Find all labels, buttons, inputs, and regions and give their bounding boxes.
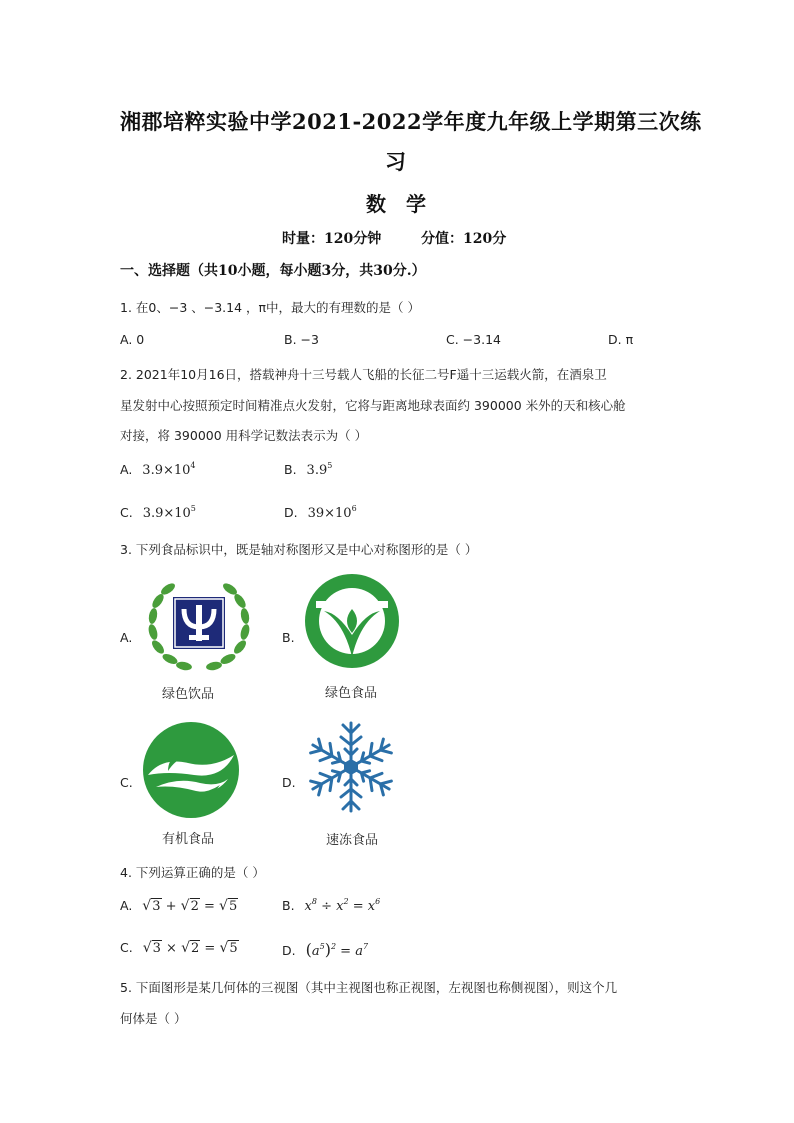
question-4-stem: 4. 下列运算正确的是（ ）	[120, 865, 265, 880]
q3-caption-c: 有机食品	[162, 832, 215, 847]
q3-caption-a: 绿色饮品	[162, 687, 215, 702]
exam-time: 时量：120分钟	[282, 231, 382, 247]
page-title-line2: 习	[385, 149, 407, 174]
q4-option-a[interactable]: A. √3 + √2 = √5	[120, 898, 238, 914]
q1-option-b[interactable]: B. −3	[284, 332, 319, 347]
q4-option-d[interactable]: D. $(a^5)^2 = a^7$	[282, 940, 369, 959]
question-1-stem: 1. 在0、−3 、−3.14 ，π中，最大的有理数的是（ ）	[120, 300, 421, 315]
q3-caption-b: 绿色食品	[325, 686, 378, 701]
subject-title: 数学	[366, 192, 446, 216]
question-2-line1: 2. 2021年10月16日，搭载神舟十三号载人飞船的长征二号F遥十三运载火箭，在酒泉卫	[120, 367, 607, 382]
q3-option-a-label[interactable]: A.	[120, 630, 133, 645]
question-5-line2: 何体是（ ）	[120, 1011, 187, 1026]
question-2-line2: 星发射中心按照预定时间精准点火发射，它将与距离地球表面约 390000 米外的天和核心舱	[120, 398, 626, 413]
q2-option-a[interactable]: A. $3.9\times 10^4$	[120, 461, 196, 478]
q4-option-b-expression: $x^8 \div x^2 = x^6$	[304, 897, 381, 914]
q1-option-a[interactable]: A. 0	[120, 332, 145, 347]
q4-option-c[interactable]: C. √3 × √2 = √5	[120, 940, 238, 956]
q4-option-c-expression: √3 × √2 = √5	[142, 940, 238, 956]
question-3-stem: 3. 下列食品标识中，既是轴对称图形又是中心对称图形的是（ ）	[120, 542, 478, 557]
page-title-line1: 湘郡培粹实验中学2021-2022学年度九年级上学期第三次练	[120, 109, 702, 134]
green-food-logo-icon	[304, 573, 400, 669]
question-2-line3: 对接，将 390000 用科学记数法表示为（ ）	[120, 428, 368, 443]
q2-option-b[interactable]: B. $3.9^5$	[284, 461, 333, 478]
q1-option-c[interactable]: C. −3.14	[446, 332, 501, 347]
exam-score: 分值：120分	[421, 231, 507, 247]
q2-option-c[interactable]: C. $3.9\times 10^5$	[120, 504, 196, 521]
q3-option-c-label[interactable]: C.	[120, 775, 133, 790]
q4-option-b[interactable]: B. $x^8 \div x^2 = x^6$	[282, 897, 381, 914]
q4-option-a-expression: √3 + √2 = √5	[142, 898, 238, 914]
q3-option-d-label[interactable]: D.	[282, 775, 296, 790]
green-drink-logo-icon	[146, 577, 252, 673]
q3-caption-d: 速冻食品	[326, 833, 379, 848]
organic-food-logo-icon	[142, 721, 240, 819]
section-heading-choice: 一、选择题（共10小题，每小题3分，共30分.）	[120, 263, 426, 279]
q4-option-d-expression: $(a^5)^2 = a^7$	[305, 940, 369, 959]
snowflake-logo-icon	[304, 720, 398, 814]
q2-option-d[interactable]: D. $39\times 10^6$	[284, 504, 357, 521]
q1-option-d[interactable]: D. π	[608, 332, 634, 347]
q3-option-b-label[interactable]: B.	[282, 630, 295, 645]
question-5-line1: 5. 下面图形是某几何体的三视图（其中主视图也称正视图，左视图也称侧视图），则这个几	[120, 980, 618, 995]
